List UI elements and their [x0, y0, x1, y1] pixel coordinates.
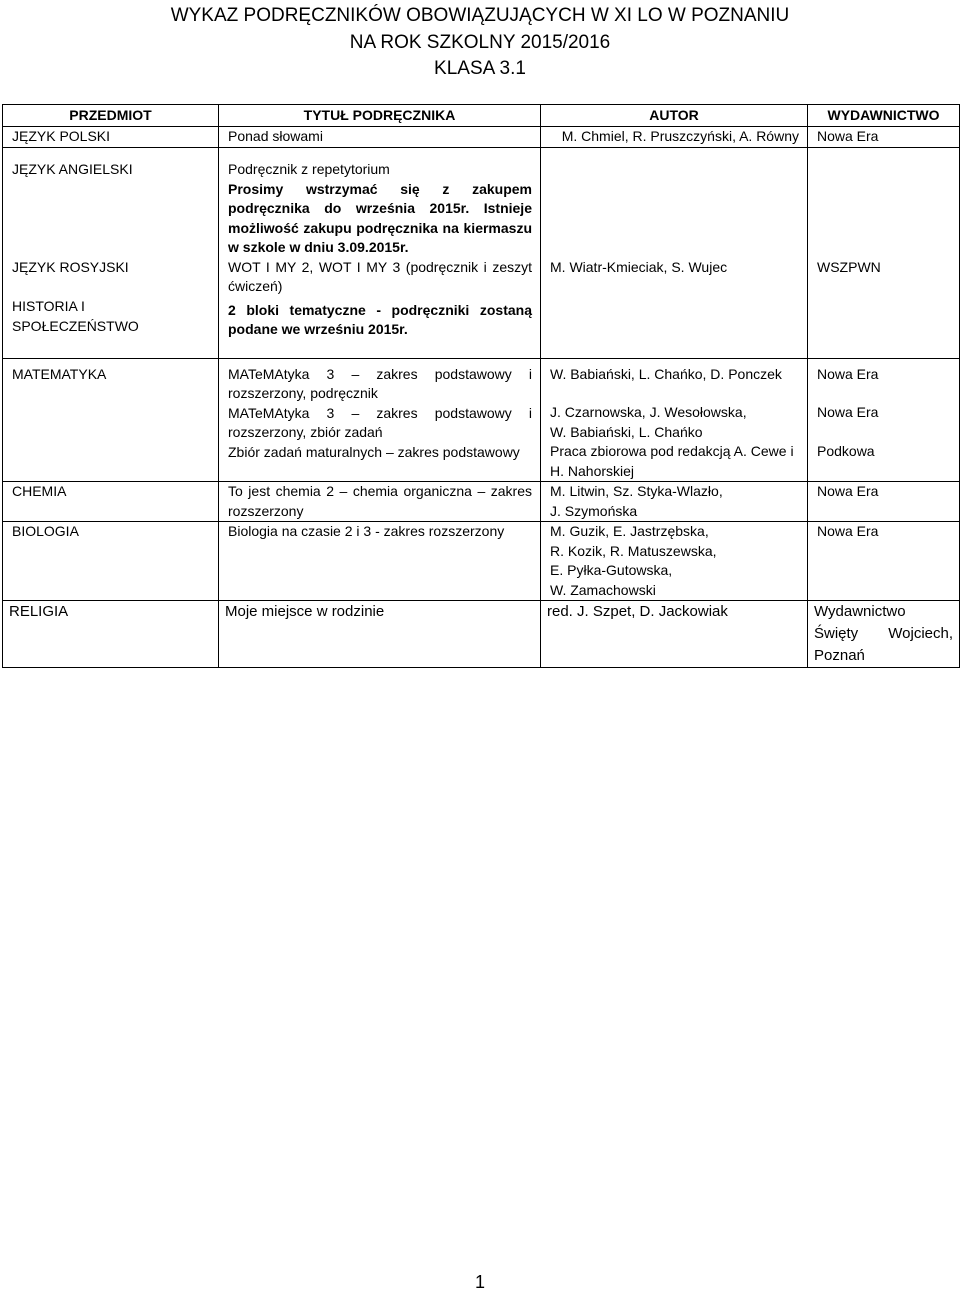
column-header-subject: PRZEDMIOT	[3, 105, 219, 127]
title-matematyka-3: Zbiór zadań maturalnych – zakres podstawowy	[228, 443, 520, 460]
subject-cell: MATEMATYKA	[3, 358, 219, 482]
column-header-title: TYTUŁ PODRĘCZNIKA	[219, 105, 541, 127]
author-matematyka-2b: W. Babiański, L. Chańko	[550, 423, 703, 440]
title-matematyka-2: MATeMAtyka 3 – zakres podstawowy i rozszerzony, zbiór zadań	[228, 404, 532, 440]
note-angielski: Prosimy wstrzymać się z zakupem podręcznika do września 2015r. Istnieje możliwość zakupu podręcznika na kiermaszu w szkole w dniu 3.09.2015r.	[228, 180, 532, 255]
document-title-line2: NA ROK SZKOLNY 2015/2016	[349, 32, 611, 53]
title-cell	[219, 358, 541, 482]
document-title-line3: KLASA 3.1	[434, 58, 526, 79]
note-historia: 2 bloki tematyczne - podręczniki zostaną podane we wrześniu 2015r.	[228, 301, 532, 337]
subject-cell: JĘZYK POLSKI	[3, 127, 219, 148]
author-biologia-1: M. Guzik, E. Jastrzębska,	[550, 523, 709, 539]
textbook-table	[2, 104, 960, 668]
publisher-religia-2	[814, 623, 953, 645]
author-chemia-2: J. Szymońska	[550, 502, 638, 519]
subject-cell-group	[3, 148, 219, 359]
author-biologia-2: R. Kozik, R. Matuszewska,	[550, 542, 717, 559]
subject-rosyjski: JĘZYK ROSYJSKI	[12, 258, 129, 275]
subject-cell: RELIGIA	[3, 601, 219, 668]
table-row	[3, 522, 960, 601]
subject-cell: BIOLOGIA	[3, 522, 219, 601]
publisher-cell: Nowa Era	[808, 482, 960, 522]
author-cell: red. J. Szpet, D. Jackowiak	[541, 601, 808, 668]
author-chemia-1: M. Litwin, Sz. Styka-Wlazło,	[550, 483, 723, 499]
document-title-line1: WYKAZ PODRĘCZNIKÓW OBOWIĄZUJĄCYCH W XI LO W POZNANIU	[170, 5, 790, 26]
table-row	[3, 601, 960, 668]
publisher-matematyka-3: Podkowa	[817, 442, 875, 459]
title-rosyjski: WOT I MY 2, WOT I MY 3 (podręcznik i zeszyt ćwiczeń)	[228, 258, 532, 294]
subject-angielski: JĘZYK ANGIELSKI	[12, 161, 133, 177]
title-angielski: Podręcznik z repetytorium	[228, 161, 390, 177]
title-cell-group	[219, 148, 541, 359]
publisher-religia-3: Poznań	[814, 647, 865, 664]
author-matematyka-2a: J. Czarnowska, J. Wesołowska,	[550, 404, 747, 420]
publisher-cell	[808, 358, 960, 482]
publisher-rosyjski: WSZPWN	[817, 259, 881, 275]
title-cell: To jest chemia 2 – chemia organiczna – zakres rozszerzony	[219, 482, 541, 522]
title-cell: Biologia na czasie 2 i 3 - zakres rozszerzony	[219, 522, 541, 601]
author-matematyka-3: Praca zbiorowa pod redakcją A. Cewe i H. Nahorskiej	[550, 443, 794, 479]
author-cell	[541, 482, 808, 522]
subject-cell: CHEMIA	[3, 482, 219, 522]
table-row	[3, 358, 960, 482]
column-header-publisher: WYDAWNICTWO	[808, 105, 960, 127]
author-cell	[541, 522, 808, 601]
table-row	[3, 127, 960, 148]
table-row	[3, 148, 960, 359]
author-cell	[541, 358, 808, 482]
publisher-cell	[808, 601, 960, 668]
publisher-matematyka-1: Nowa Era	[817, 365, 879, 382]
author-rosyjski: M. Wiatr-Kmieciak, S. Wujec	[550, 259, 728, 275]
publisher-religia-2-text: Święty Wojciech,	[814, 625, 953, 642]
table-row	[3, 482, 960, 522]
publisher-cell: Nowa Era	[808, 522, 960, 601]
subject-historia: HISTORIA I SPOŁECZEŃSTWO	[12, 298, 139, 334]
author-biologia-3: E. Pyłka-Gutowska,	[550, 562, 673, 578]
publisher-religia-1: Wydawnictwo	[814, 603, 906, 620]
title-cell: Ponad słowami	[219, 127, 541, 148]
author-cell: M. Chmiel, R. Pruszczyński, A. Równy	[541, 127, 808, 148]
author-matematyka-1: W. Babiański, L. Chańko, D. Ponczek	[550, 365, 782, 382]
author-cell-group	[541, 148, 808, 359]
publisher-matematyka-2: Nowa Era	[817, 404, 879, 420]
title-cell: Moje miejsce w rodzinie	[219, 601, 541, 668]
publisher-cell-group	[808, 148, 960, 359]
title-matematyka-1: MATeMAtyka 3 – zakres podstawowy i rozszerzony, podręcznik	[228, 365, 532, 401]
publisher-cell: Nowa Era	[808, 127, 960, 148]
table-header-row	[3, 105, 960, 127]
page-number: 1	[474, 1272, 485, 1292]
column-header-author: AUTOR	[541, 105, 808, 127]
author-biologia-4: W. Zamachowski	[550, 581, 656, 598]
